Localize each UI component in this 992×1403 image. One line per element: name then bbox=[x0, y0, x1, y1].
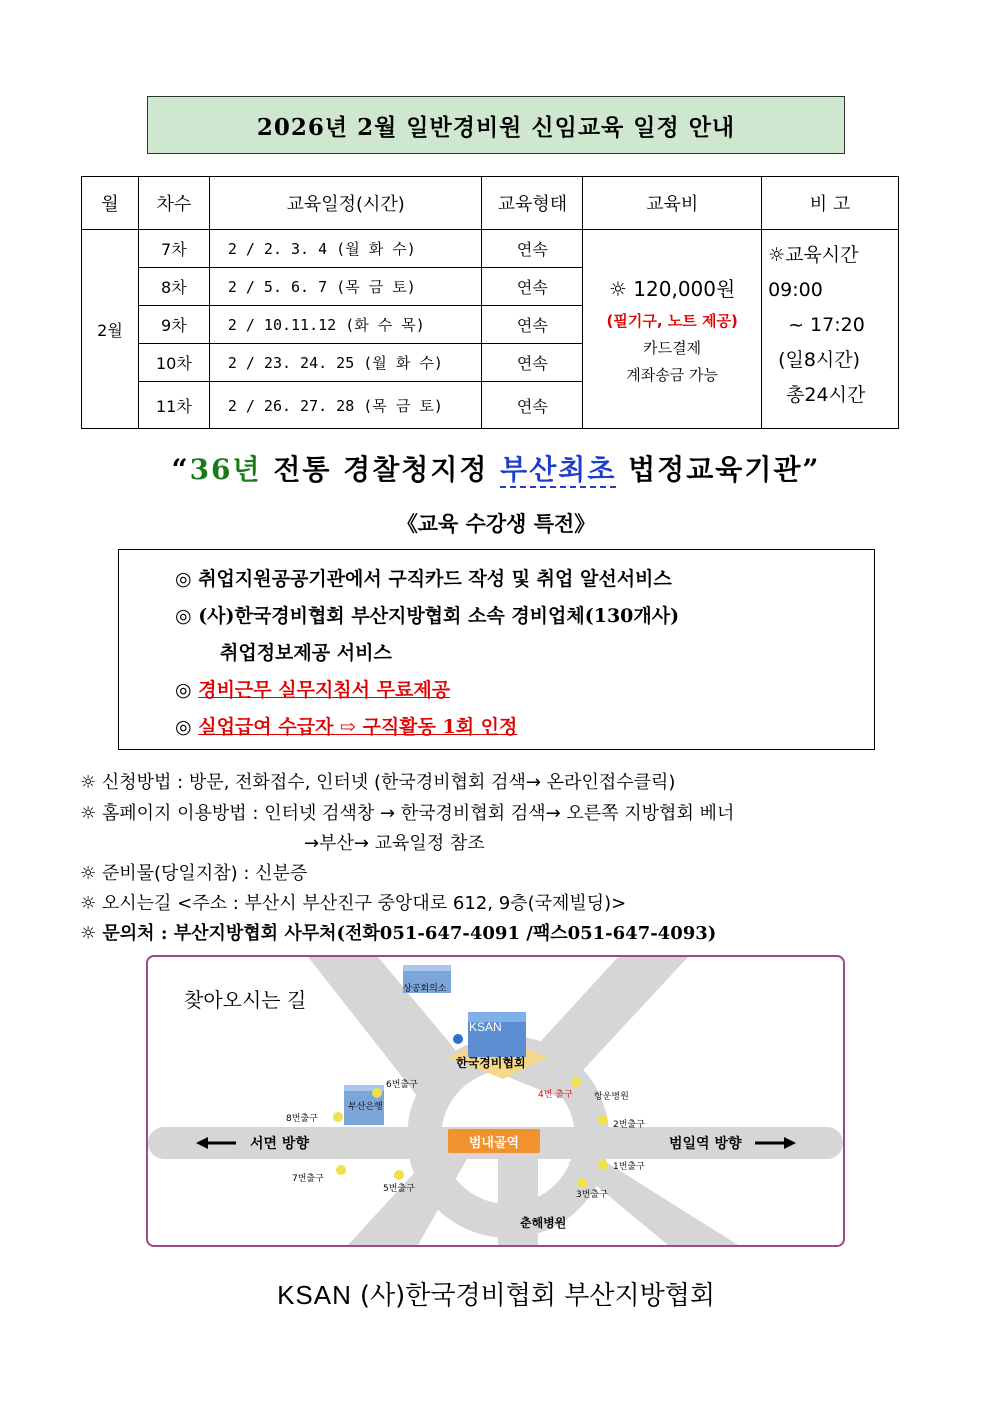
round-cell: 10차 bbox=[138, 344, 209, 382]
ksan-logo: KSAN bbox=[277, 1280, 352, 1310]
slogan bbox=[0, 448, 992, 488]
benefit-text: 경비근무 실무지침서 무료제공 bbox=[198, 679, 451, 701]
bank-label: 부산은행 bbox=[348, 1102, 383, 1112]
remark-line: (일8시간) bbox=[778, 349, 861, 371]
hospital-label: 항운병원 bbox=[594, 1092, 629, 1102]
exit-label: 6번출구 bbox=[386, 1080, 418, 1090]
date-cell: 2 / 10.11.12 (화 수 목) bbox=[209, 306, 482, 344]
month-cell: 2월 bbox=[82, 230, 139, 429]
page-title: 2026년 2월 일반경비원 신임교육 일정 안내 bbox=[147, 96, 845, 154]
col-header-round: 차수 bbox=[138, 177, 209, 230]
ksan-building-label: 한국경비협회 bbox=[456, 1056, 526, 1070]
exit-dot-icon bbox=[598, 1115, 608, 1125]
fee-cell bbox=[583, 230, 762, 429]
slogan-mid: 전통 경찰청지정 bbox=[261, 453, 501, 486]
exit-label: 8번출구 bbox=[286, 1114, 318, 1124]
fee-payment-card: 카드결제 bbox=[643, 339, 702, 357]
benefit-text: 실업급여 수급자 ⇨ 구직활동 1회 인정 bbox=[198, 716, 518, 738]
left-direction-label: 서면 방향 bbox=[250, 1136, 309, 1152]
slogan-years: 36년 bbox=[189, 453, 262, 486]
type-cell: 연속 bbox=[482, 306, 583, 344]
type-cell: 연속 bbox=[482, 344, 583, 382]
date-cell: 2 / 5. 6. 7 (목 금 토) bbox=[209, 268, 482, 306]
benefits-box bbox=[118, 549, 875, 750]
col-header-remarks: 비 고 bbox=[762, 177, 899, 230]
exit-dot-icon bbox=[394, 1170, 404, 1180]
col-header-fee: 교육비 bbox=[583, 177, 762, 230]
exit-label: 7번출구 bbox=[292, 1174, 324, 1184]
remarks-cell bbox=[762, 230, 899, 429]
footer bbox=[0, 1275, 992, 1312]
info-contact: ☼ 문의처 : 부산지방협회 사무처(전화051-647-4091 /팩스051-647-4093) bbox=[80, 923, 717, 944]
exit-dot-icon bbox=[577, 1178, 587, 1188]
chamber-label: 상공회의소 bbox=[403, 984, 447, 994]
exit-dot-icon bbox=[372, 1088, 382, 1098]
type-cell: 연속 bbox=[482, 382, 583, 429]
exit-label: 2번출구 bbox=[613, 1120, 645, 1130]
exit-label: 5번출구 bbox=[383, 1184, 415, 1194]
location-pin-icon bbox=[453, 1034, 463, 1044]
fee-amount: ☼ 120,000원 bbox=[609, 277, 736, 301]
benefit-mark: ◎ bbox=[175, 679, 192, 701]
round-cell: 7차 bbox=[138, 230, 209, 268]
benefit-item: ◎ (사)한국경비협회 부산지방협회 소속 경비업체(130개사) bbox=[175, 605, 680, 627]
map-drawing bbox=[148, 957, 843, 1245]
benefit-mark: ◎ bbox=[175, 716, 192, 738]
info-prepare: ☼ 준비물(당일지참) : 신분증 bbox=[80, 863, 308, 884]
info-apply: ☼ 신청방법 : 방문, 전화접수, 인터넷 (한국경비협회 검색→ 온라인접수클릭) bbox=[80, 772, 676, 793]
exit-label: 3번출구 bbox=[576, 1190, 608, 1200]
fee-payment-transfer: 계좌송금 가능 bbox=[626, 366, 719, 384]
table-row bbox=[82, 230, 899, 268]
type-cell: 연속 bbox=[482, 230, 583, 268]
exit-dot-icon bbox=[598, 1160, 608, 1170]
col-header-schedule: 교육일정(시간) bbox=[209, 177, 482, 230]
remark-line: ☼교육시간 bbox=[768, 244, 859, 266]
slogan-highlight: 부산최초 bbox=[500, 453, 617, 486]
benefit-item: ◎ 취업지원공공기관에서 구직카드 작성 및 취업 알선서비스 bbox=[175, 568, 672, 590]
road-northeast bbox=[508, 957, 688, 1097]
exit-dot-icon bbox=[336, 1165, 346, 1175]
type-cell: 연속 bbox=[482, 268, 583, 306]
info-directions: ☼ 오시는길 <주소 : 부산시 부산진구 중앙대로 612, 9층(국제빌딩)> bbox=[80, 893, 627, 914]
map-title: 찾아오시는 길 bbox=[184, 988, 307, 1012]
benefits-title: 《교육 수강생 특전》 bbox=[396, 512, 596, 536]
exit-label: 4번 출구 bbox=[538, 1090, 573, 1100]
date-cell: 2 / 26. 27. 28 (목 금 토) bbox=[209, 382, 482, 429]
round-cell: 8차 bbox=[138, 268, 209, 306]
remark-line: 09:00 bbox=[768, 279, 823, 301]
round-cell: 9차 bbox=[138, 306, 209, 344]
exit-dot-icon bbox=[571, 1077, 581, 1087]
footer-org: (사)한국경비협회 부산지방협회 bbox=[359, 1281, 715, 1311]
benefit-item: 취업정보제공 서비스 bbox=[220, 642, 392, 664]
date-cell: 2 / 2. 3. 4 (월 화 수) bbox=[209, 230, 482, 268]
exit-dot-icon bbox=[333, 1112, 343, 1122]
slogan-end: 법정교육기관” bbox=[616, 453, 821, 486]
right-direction-label: 범일역 방향 bbox=[669, 1136, 742, 1152]
remark-line: ~ 17:20 bbox=[788, 314, 865, 336]
info-homepage-cont: →부산→ 교육일정 참조 bbox=[304, 833, 485, 854]
slogan-open: “ bbox=[171, 453, 190, 486]
col-header-type: 교육형태 bbox=[482, 177, 583, 230]
exit-label: 1번출구 bbox=[613, 1162, 645, 1172]
ksan-building-logo: KSAN bbox=[469, 1020, 502, 1034]
col-header-month: 월 bbox=[82, 177, 139, 230]
info-homepage: ☼ 홈페이지 이용방법 : 인터넷 검색창 → 한국경비협회 검색→ 오른쪽 지방협회 베너 bbox=[80, 803, 735, 824]
remark-line: 총24시간 bbox=[786, 384, 866, 406]
date-cell: 2 / 23. 24. 25 (월 화 수) bbox=[209, 344, 482, 382]
benefit-item bbox=[175, 675, 450, 702]
schedule-table bbox=[81, 176, 899, 429]
table-header-row bbox=[82, 177, 899, 230]
round-cell: 11차 bbox=[138, 382, 209, 429]
hospital-label: 춘해병원 bbox=[520, 1216, 567, 1230]
fee-provided: (필기구, 노트 제공) bbox=[606, 312, 738, 330]
station-label: 범내골역 bbox=[468, 1136, 520, 1151]
location-map bbox=[146, 955, 845, 1247]
benefit-item bbox=[175, 712, 517, 739]
